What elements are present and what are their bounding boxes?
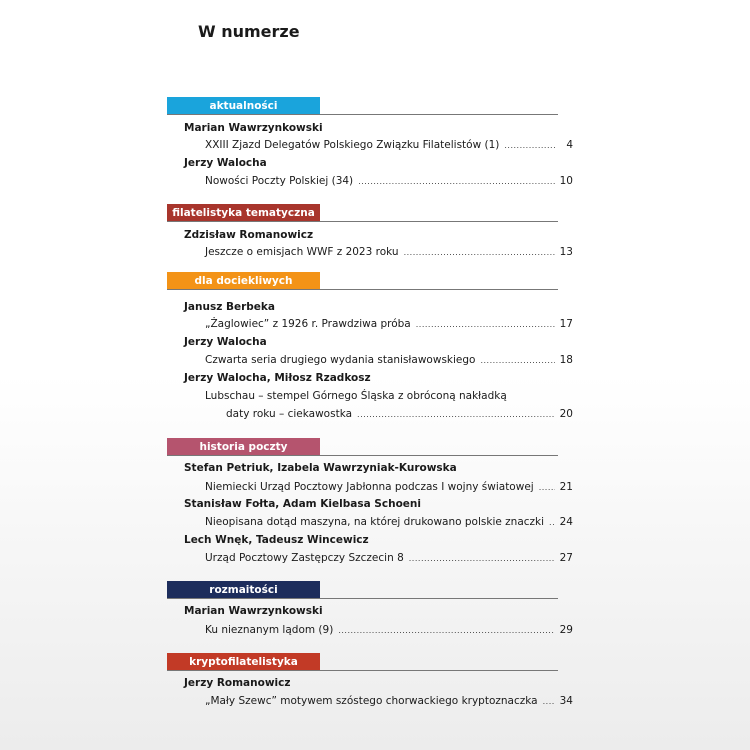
- page-title: W numerze: [198, 22, 300, 41]
- toc-entry[interactable]: [205, 552, 573, 566]
- author: Marian Wawrzynkowski: [184, 122, 323, 134]
- article-title: Urząd Pocztowy Zastępczy Szczecin 8: [205, 552, 404, 564]
- article-title: Niemiecki Urząd Pocztowy Jabłonna podczas I wojny światowej: [205, 481, 534, 493]
- dot-leader: [338, 626, 555, 635]
- dot-leader: [357, 410, 555, 419]
- page-number: 17: [559, 318, 573, 330]
- article-title: Jeszcze o emisjach WWF z 2023 roku: [205, 246, 399, 258]
- page-number: 27: [559, 552, 573, 564]
- toc-entry[interactable]: [205, 516, 573, 530]
- toc-entry[interactable]: [205, 318, 573, 332]
- toc-entry[interactable]: [205, 175, 573, 189]
- page-number: 13: [559, 246, 573, 258]
- section-header-filatelistyka-tematyczna: filatelistyka tematyczna: [167, 204, 320, 221]
- page-number: 24: [559, 516, 573, 528]
- toc-entry[interactable]: [205, 624, 573, 638]
- article-title-line[interactable]: Lubschau – stempel Górnego Śląska z obróconą nakładką: [205, 390, 507, 402]
- dot-leader: [480, 356, 555, 365]
- toc-entry[interactable]: [205, 695, 573, 709]
- toc-entry[interactable]: [205, 481, 573, 495]
- dot-leader: [549, 518, 555, 527]
- author: Stefan Petriuk, Izabela Wawrzyniak-Kurowska: [184, 462, 457, 474]
- page-number: 34: [559, 695, 573, 707]
- article-title: Czwarta seria drugiego wydania stanisławowskiego: [205, 354, 476, 366]
- dot-leader: [504, 141, 555, 150]
- dot-leader: [409, 554, 555, 563]
- author: Stanisław Fołta, Adam Kielbasa Schoeni: [184, 498, 421, 510]
- page-number: 29: [559, 624, 573, 636]
- article-title: daty roku – ciekawostka: [226, 408, 353, 420]
- section-divider: [167, 289, 558, 290]
- author: Zdzisław Romanowicz: [184, 229, 314, 241]
- section-header-kryptofilatelistyka: kryptofilatelistyka: [167, 653, 320, 670]
- dot-leader: [416, 320, 555, 329]
- dot-leader: [358, 177, 555, 186]
- author: Jerzy Walocha: [184, 336, 267, 348]
- article-title: Nieopisana dotąd maszyna, na której drukowano polskie znaczki: [205, 516, 545, 528]
- author: Jerzy Romanowicz: [184, 677, 291, 689]
- section-divider: [167, 455, 558, 456]
- section-header-rozmaitosci: rozmaitości: [167, 581, 320, 598]
- dot-leader: [404, 248, 555, 257]
- toc-entry[interactable]: [205, 139, 573, 153]
- page-number: 4: [566, 139, 573, 151]
- page-number: 20: [559, 408, 573, 420]
- toc-entry[interactable]: [226, 408, 573, 422]
- section-header-aktualnosci: aktualności: [167, 97, 320, 114]
- article-title: Nowości Poczty Polskiej (34): [205, 175, 354, 187]
- section-divider: [167, 221, 558, 222]
- article-title: „Mały Szewc” motywem szóstego chorwackiego kryptoznaczka: [205, 695, 538, 707]
- section-divider: [167, 670, 558, 671]
- article-title: Ku nieznanym lądom (9): [205, 624, 334, 636]
- dot-leader: [539, 483, 555, 492]
- toc-entry[interactable]: [205, 246, 573, 260]
- author: Jerzy Walocha, Miłosz Rzadkosz: [184, 372, 371, 384]
- section-header-historia-poczty: historia poczty: [167, 438, 320, 455]
- page-number: 21: [559, 481, 573, 493]
- author: Marian Wawrzynkowski: [184, 605, 323, 617]
- page-number: 10: [559, 175, 573, 187]
- page-number: 18: [559, 354, 573, 366]
- article-title: „Żaglowiec” z 1926 r. Prawdziwa próba: [205, 318, 411, 330]
- toc-entry[interactable]: [205, 354, 573, 368]
- section-divider: [167, 598, 558, 599]
- dot-leader: [543, 697, 555, 706]
- section-header-dla-dociekliwych: dla dociekliwych: [167, 272, 320, 289]
- author: Lech Wnęk, Tadeusz Wincewicz: [184, 534, 369, 546]
- article-title: XXIII Zjazd Delegatów Polskiego Związku Filatelistów (1): [205, 139, 500, 151]
- author: Jerzy Walocha: [184, 157, 267, 169]
- section-divider: [167, 114, 558, 115]
- author: Janusz Berbeka: [184, 301, 275, 313]
